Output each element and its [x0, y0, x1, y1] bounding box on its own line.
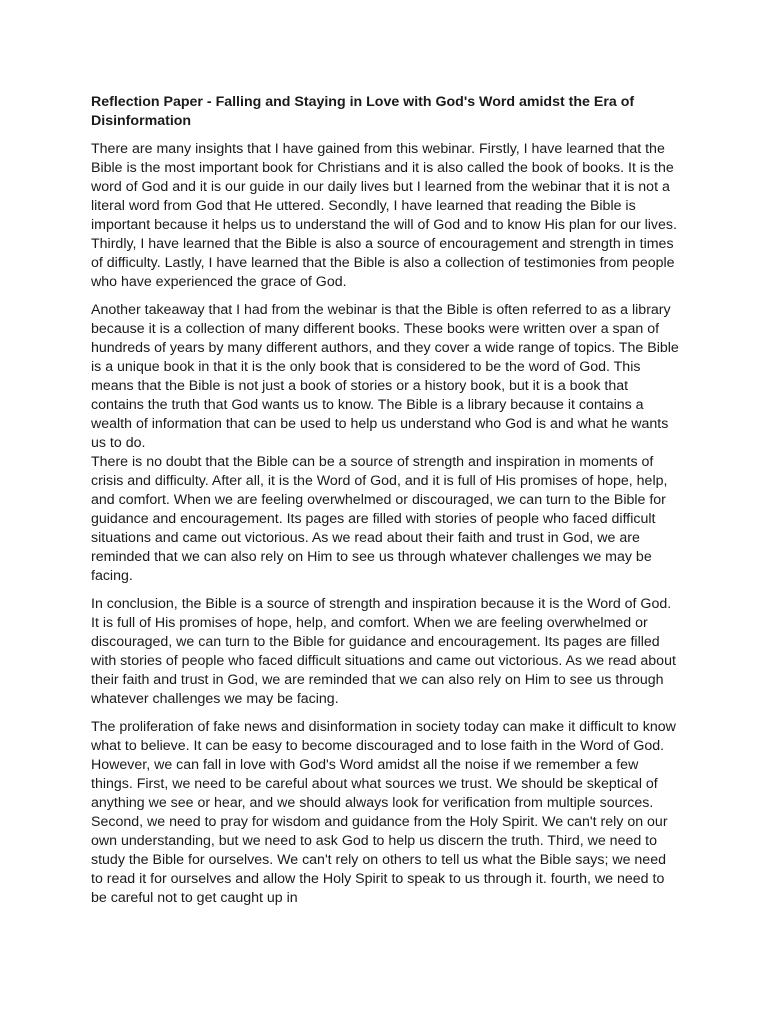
- paragraph-library: Another takeaway that I had from the webinar is that the Bible is often referred to as a library because it is a collection of many different books. These books were written over a span of hundreds of years by many different authors, and they cover a wide range of topics. The Bible is a unique book in that it is the only book that is considered to be the word of God. This means that the Bible is not just a book of stories or a history book, but it is a book that contains the truth that God wants us to know. The Bible is a library because it contains a wealth of information that can be used to help us understand who God is and what he wants us to do.: [91, 302, 679, 451]
- document-title: Reflection Paper - Falling and Staying in Love with God's Word amidst the Era of Disinformation: [91, 94, 635, 129]
- paragraph-disinformation: The proliferation of fake news and disinformation in society today can make it difficult to know what to believe. It can be easy to become discouraged and to lose faith in the Word of God. However, we can fall in love with God's Word amidst all the noise if we remember a few things. First, we need to be careful about what sources we trust. We should be skeptical of anything we see or hear, and we should always look for verification from multiple sources. Second, we need to pray for wisdom and guidance from the Holy Spirit. We can't rely on our own understanding, but we need to ask God to help us discern the truth. Third, we need to study the Bible for ourselves. We can't rely on others to tell us what the Bible says; we need to read it for ourselves and allow the Holy Spirit to speak to us through it. fourth, we need to be careful not to get caught up in: [91, 719, 676, 906]
- paragraph-conclusion: In conclusion, the Bible is a source of strength and inspiration because it is the Word of God. It is full of His promises of hope, help, and comfort. When we are feeling overwhelmed or discouraged, we can turn to the Bible for guidance and encouragement. Its pages are filled with stories of people who faced difficult situations and came out victorious. As we read about their faith and trust in God, we are reminded that we can also rely on Him to see us through whatever challenges we may be facing.: [91, 596, 676, 707]
- paragraph-strength: There is no doubt that the Bible can be a source of strength and inspiration in moments of crisis and difficulty. After all, it is the Word of God, and it is full of His promises of hope, help, and comfort. When we are feeling overwhelmed or discouraged, we can turn to the Bible for guidance and encouragement. Its pages are filled with stories of people who faced difficult situations and came out victorious. As we read about their faith and trust in God, we are reminded that we can also rely on Him to see us through whatever challenges we may be facing.: [91, 454, 668, 584]
- document-body: [91, 93, 681, 908]
- paragraph-insights: There are many insights that I have gained from this webinar. Firstly, I have learned that the Bible is the most important book for Christians and it is also called the book of books. It is the word of God and it is our guide in our daily lives but I learned from the webinar that it is not a literal word from God that He uttered. Secondly, I have learned that reading the Bible is important because it helps us to understand the will of God and to know His plan for our lives. Thirdly, I have learned that the Bible is also a source of encouragement and strength in times of difficulty. Lastly, I have learned that the Bible is also a collection of testimonies from people who have experienced the grace of God.: [91, 141, 677, 290]
